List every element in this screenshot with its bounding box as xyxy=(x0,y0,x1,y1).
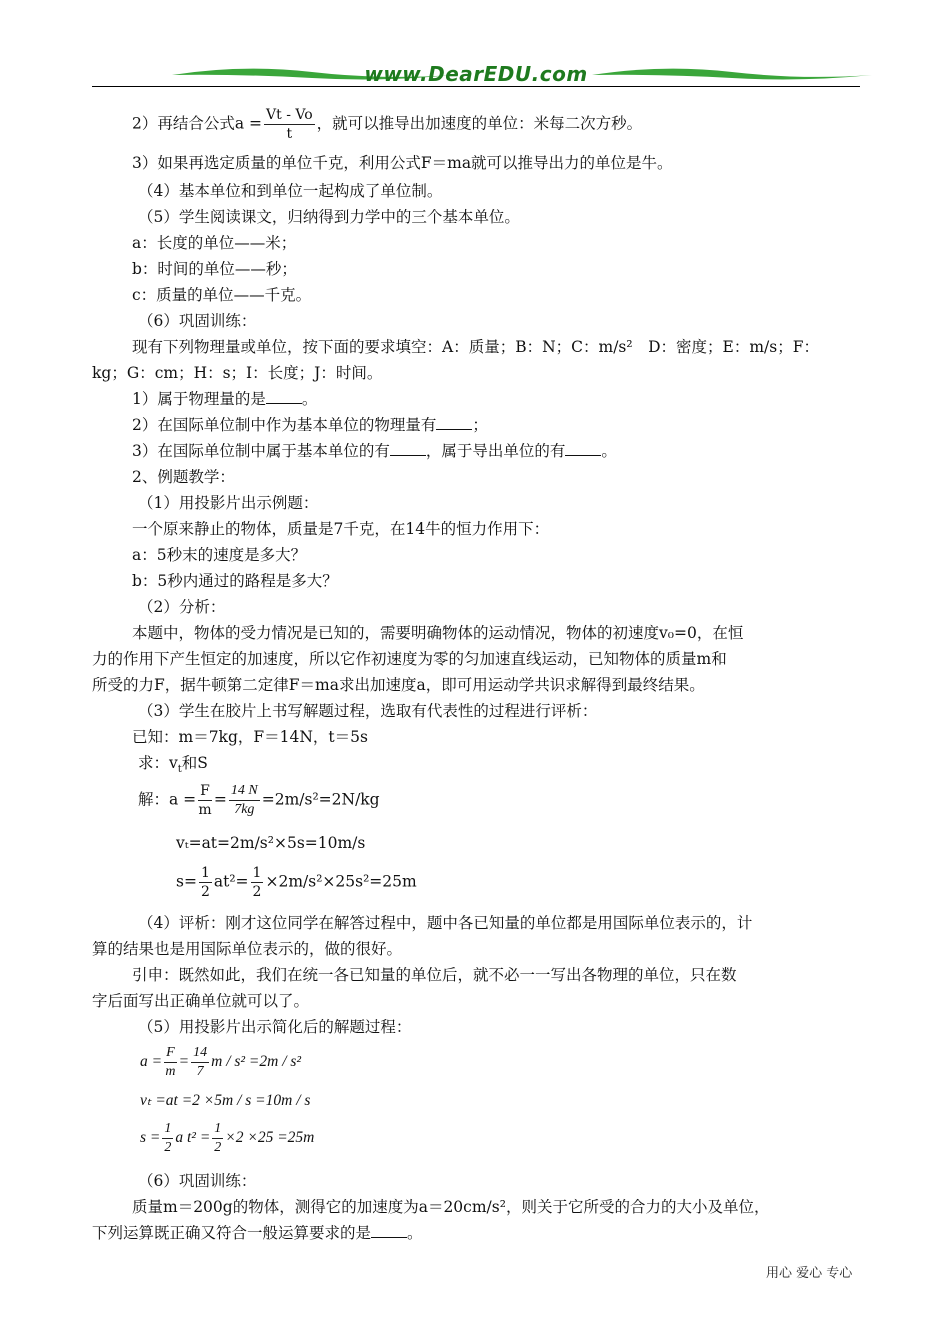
paragraph-line: 本题中，物体的受力情况是已知的，需要明确物体的运动情况，物体的初速度v₀=0，在恒 xyxy=(132,624,744,642)
paragraph-line: 质量m＝200g的物体，测得它的加速度为a＝20cm/s²，则关于它所受的合力的大小及单位， xyxy=(132,1198,770,1216)
paragraph-line: （5）学生阅读课文，归纳得到力学中的三个基本单位。 xyxy=(138,208,520,226)
paragraph-line: （3）学生在胶片上书写解题过程，选取有代表性的过程进行评析： xyxy=(138,702,598,720)
formula-line: s = $\frac{1}{2}$ a t² = $\frac{1}{2}$ ×2 ×25 =25m xyxy=(140,1121,315,1155)
paragraph-line: 求：$v_t$和S xyxy=(138,754,208,776)
paragraph-line: 所受的力F，据牛顿第二定律F＝ma求出加速度a，即可用运动学共识求解得到最终结果。 xyxy=(92,676,705,694)
paragraph-line: b：5秒内通过的路程是多大？ xyxy=(132,572,338,590)
answer-blank xyxy=(390,441,426,456)
formula-line: vₜ =at =2 ×5m / s =10m / s xyxy=(140,1092,311,1109)
formula-fraction: $\frac{1}{2}$ xyxy=(164,1121,172,1155)
formula-fraction: $\frac{14}{7}$ xyxy=(193,1045,208,1079)
page-footer: 用心 爱心 专心 xyxy=(766,1266,853,1281)
paragraph-line: （5）用投影片出示简化后的解题过程： xyxy=(138,1018,412,1036)
paragraph-line: 1）属于物理量的是 。 xyxy=(132,390,318,408)
paragraph-line: kg；G：cm；H：s；I：长度；J：时间。 xyxy=(92,364,383,382)
header-rule xyxy=(92,86,860,87)
paragraph-line: （2）分析： xyxy=(138,598,226,616)
paragraph-line: c：质量的单位——千克。 xyxy=(132,286,312,304)
paragraph-line: （6）巩固训练： xyxy=(138,312,257,330)
paragraph-line: 3）在国际单位制中属于基本单位的有 ，属于导出单位的有 。 xyxy=(132,442,617,460)
formula-fraction: $\frac{1}{2}$ xyxy=(200,865,210,900)
paragraph-line: （4）基本单位和到单位一起构成了单位制。 xyxy=(138,182,443,200)
paragraph-line: 字后面写出正确单位就可以了。 xyxy=(92,992,310,1010)
answer-blank xyxy=(565,441,601,456)
formula-fraction: $\frac{F}{m}$ xyxy=(198,783,212,818)
paragraph-line: 一个原来静止的物体，质量是7千克，在14牛的恒力作用下： xyxy=(132,520,550,538)
paragraph-line: （4）评析：刚才这位同学在解答过程中，题中各已知量的单位都是用国际单位表示的，计 xyxy=(138,914,753,932)
formula-line: 解：a = $\frac{F}{m}$ = $\frac{14 N}{7kg}$ =2m/s²=2N/kg xyxy=(138,783,380,818)
paragraph-line: 已知：m＝7kg，F＝14N，t＝5s xyxy=(132,728,368,746)
formula-fraction: $\frac{1}{2}$ xyxy=(214,1121,222,1155)
paragraph-line: （1）用投影片出示例题： xyxy=(138,494,319,512)
page-header xyxy=(92,60,860,90)
paragraph-line: 3）如果再选定质量的单位千克，利用公式F＝ma就可以推导出力的单位是牛。 xyxy=(132,154,673,172)
paragraph-line: 2）再结合公式a = $\frac{Vt - Vo}{t}$ ，就可以推导出加速度的单位：米每二次方秒。 xyxy=(132,107,643,142)
formula-line: a = $\frac{F}{m}$ = $\frac{14}{7}$ m / s² =2m / s² xyxy=(140,1045,302,1079)
paragraph-line: 力的作用下产生恒定的加速度，所以它作初速度为零的匀加速直线运动，已知物体的质量m和 xyxy=(92,650,727,668)
site-logo[interactable]: www.DearEDU.com xyxy=(364,62,588,86)
paragraph-line: 引申：既然如此，我们在统一各已知量的单位后，就不必一一写出各物理的单位，只在数 xyxy=(132,966,737,984)
section-heading: 2、例题教学： xyxy=(132,468,235,486)
formula-fraction: $\frac{14 N}{7kg}$ xyxy=(230,783,258,817)
formula-fraction: $\frac{F}{m}$ xyxy=(165,1045,176,1079)
formula-line: s= $\frac{1}{2}$ at²= $\frac{1}{2}$ ×2m/s²×25s²=25m xyxy=(176,865,417,900)
paragraph-line: 下列运算既正确又符合一般运算要求的是 。 xyxy=(92,1224,423,1242)
paragraph-line: b：时间的单位——秒； xyxy=(132,260,297,278)
paragraph-line: （6）巩固训练： xyxy=(138,1172,257,1190)
paragraph-line: 现有下列物理量或单位，按下面的要求填空：A：质量；B：N；C：m/s² D：密度；E：m/s；F： xyxy=(132,338,819,356)
formula-line: vₜ=at=2m/s²×5s=10m/s xyxy=(176,834,366,852)
paragraph-line: a：5秒末的速度是多大？ xyxy=(132,546,307,564)
paragraph-line: 2）在国际单位制中作为基本单位的物理量有 ； xyxy=(132,416,488,434)
answer-blank xyxy=(371,1223,407,1238)
paragraph-line: a：长度的单位——米； xyxy=(132,234,297,252)
paragraph-line: 算的结果也是用国际单位表示的，做的很好。 xyxy=(92,940,403,958)
answer-blank xyxy=(266,389,302,404)
formula-fraction: $\frac{1}{2}$ xyxy=(252,865,262,900)
answer-blank xyxy=(436,415,472,430)
formula-fraction: $\frac{Vt - Vo}{t}$ xyxy=(266,107,313,142)
